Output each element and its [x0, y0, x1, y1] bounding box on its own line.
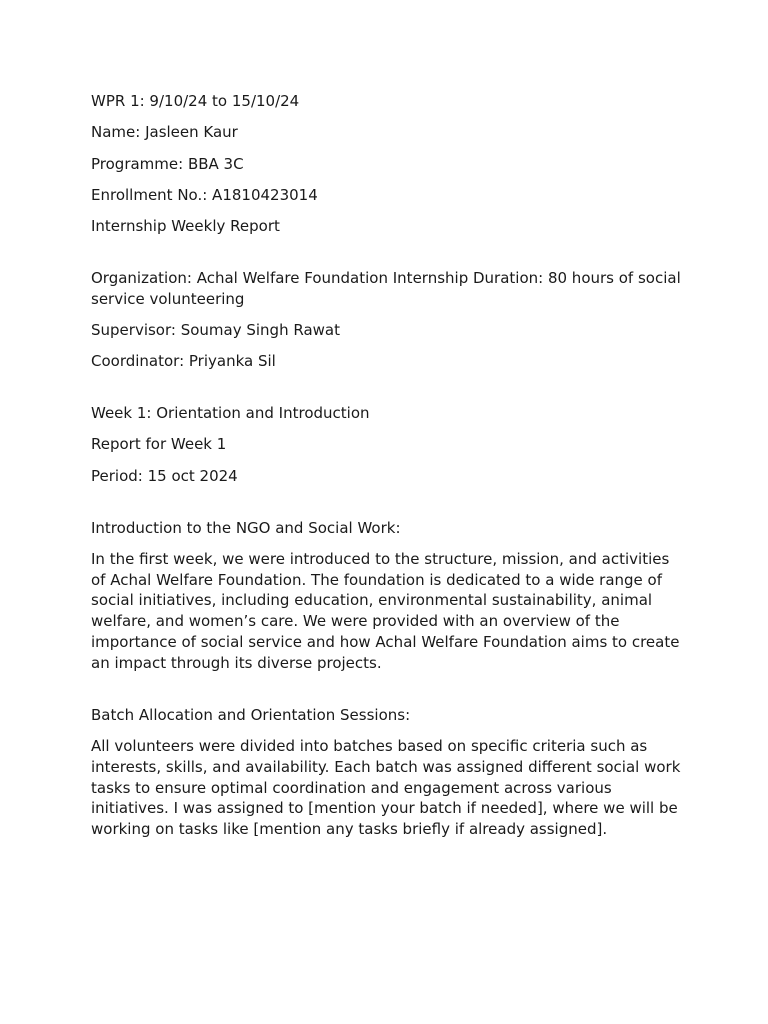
section-heading-introduction: Introduction to the NGO and Social Work: — [91, 518, 401, 537]
student-name: Name: Jasleen Kaur — [91, 123, 238, 142]
spacer — [91, 497, 683, 518]
report-for-line: Report for Week 1 — [91, 435, 227, 454]
report-title: Internship Weekly Report — [91, 217, 280, 236]
period-line: Period: 15 oct 2024 — [91, 466, 238, 485]
section-body-introduction: In the first week, we were introduced to the structure, mission, and activities of Achal Welfare Foundation. The foundation is dedicated to a wide range of social initiatives, including education, environmental sustainability, animal welfare, and women’s care. We were provided with an overview of the importance of social service and how Achal Welfare Foundation aims to create an impact through its diverse projects. — [91, 549, 680, 672]
wpr-line: WPR 1: 9/10/24 to 15/10/24 — [91, 92, 300, 110]
document-page — [91, 91, 683, 850]
coordinator-line: Coordinator: Priyanka Sil — [91, 352, 276, 371]
programme-line: Programme: BBA 3C — [91, 154, 244, 173]
enrollment-number: Enrollment No.: A1810423014 — [91, 185, 318, 204]
supervisor-line: Supervisor: Soumay Singh Rawat — [91, 321, 340, 340]
spacer — [91, 684, 683, 705]
week-title: Week 1: Orientation and Introduction — [91, 404, 370, 423]
section-body-batch-allocation: All volunteers were divided into batches based on specific criteria such as interests, skills, and availability. Each batch was assigned different social work tasks to ensure optimal coordination and engagement across various initiatives. I was assigned to [mention your batch if needed], where we will be working on tasks like [mention any tasks briefly if already assigned]. — [91, 736, 681, 839]
spacer — [91, 247, 683, 268]
section-heading-batch-allocation: Batch Allocation and Orientation Sessions: — [91, 705, 411, 724]
organization-line: Organization: Achal Welfare Foundation Internship Duration: 80 hours of social service volunteering — [91, 268, 681, 308]
spacer — [91, 383, 683, 404]
